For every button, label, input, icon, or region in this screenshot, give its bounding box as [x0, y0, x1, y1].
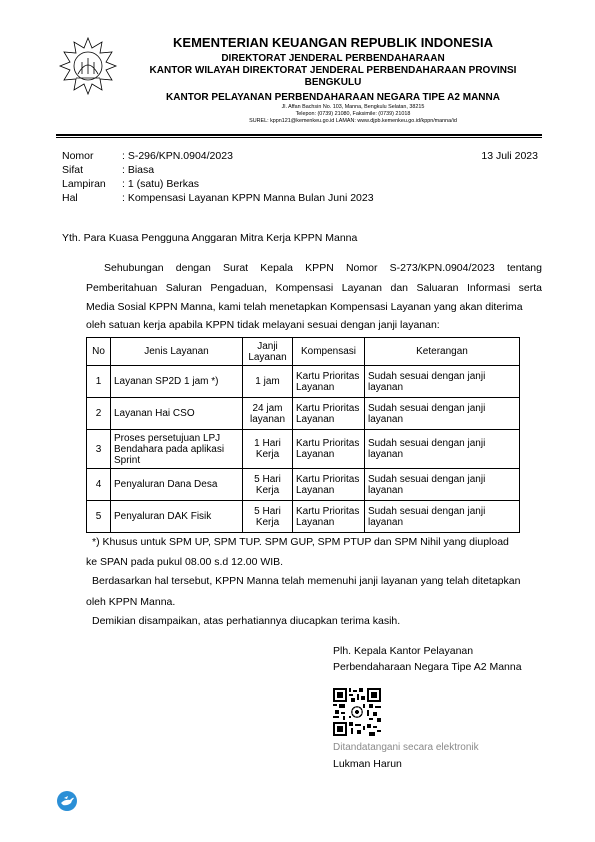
office-email-website: SUREL: kppn121@kemenkeu.go.id LAMAN: www.djpb.kemenkeu.go.id/kppn/manna/id: [249, 118, 457, 124]
ministry-name: KEMENTERIAN KEUANGAN REPUBLIK INDONESIA: [173, 35, 493, 50]
table-row: [87, 398, 520, 430]
cell-no: 1: [87, 366, 111, 398]
cell-jenis: Layanan Hai CSO: [111, 398, 243, 430]
cell-kompensasi: Kartu Prioritas Layanan: [293, 430, 365, 469]
cell-kompensasi: Kartu Prioritas Layanan: [293, 501, 365, 533]
directorate-line: DIREKTORAT JENDERAL PERBENDAHARAAN: [221, 53, 445, 64]
electronic-signature-note: Ditandatangani secara elektronik: [333, 742, 479, 753]
cell-keterangan: Sudah sesuai dengan janji layanan: [365, 366, 520, 398]
nomor-value: : S-296/KPN.0904/2023: [122, 150, 233, 162]
intro-line: Media Sosial KPPN Manna, kami telah menetapkan Kompensasi Layanan yang akan diterima: [86, 301, 523, 313]
intro-line: Sehubungan dengan Surat Kepala KPPN Nomor S-273/KPN.0904/2023 tentang: [104, 262, 542, 274]
table-row: [87, 430, 520, 469]
signatory-title: Perbendaharaan Negara Tipe A2 Manna: [333, 661, 522, 673]
hal-label: Hal: [62, 192, 78, 204]
directorate-lines: [120, 53, 546, 89]
footnote-line: *) Khusus untuk SPM UP, SPM TUP. SPM GUP, SPM PTUP dan SPM Nihil yang diupload: [92, 536, 509, 548]
cell-jenis: Proses persetujuan LPJ Bendahara pada aplikasi Sprint: [111, 430, 243, 469]
cell-kompensasi: Kartu Prioritas Layanan: [293, 398, 365, 430]
sifat-label: Sifat: [62, 164, 84, 176]
lampiran-value: : 1 (satu) Berkas: [122, 178, 200, 190]
col-header-kompensasi: Kompensasi: [293, 338, 365, 366]
signatory-name: Lukman Harun: [333, 758, 402, 770]
footnote-line: ke SPAN pada pukul 08.00 s.d 12.00 WIB.: [86, 556, 284, 568]
cell-jenis: Penyaluran DAK Fisik: [111, 501, 243, 533]
directorate-line: KANTOR WILAYAH DIREKTORAT JENDERAL PERBENDAHARAAN PROVINSI: [149, 65, 517, 76]
table-row: [87, 366, 520, 398]
cell-no: 3: [87, 430, 111, 469]
cell-keterangan: Sudah sesuai dengan janji layanan: [365, 430, 520, 469]
cell-kompensasi: Kartu Prioritas Layanan: [293, 366, 365, 398]
cell-no: 2: [87, 398, 111, 430]
addressee: Yth. Para Kuasa Pengguna Anggaran Mitra Kerja KPPN Manna: [62, 232, 358, 244]
cell-keterangan: Sudah sesuai dengan janji layanan: [365, 501, 520, 533]
cell-janji: 1 Hari Kerja: [243, 430, 293, 469]
cell-keterangan: Sudah sesuai dengan janji layanan: [365, 469, 520, 501]
cell-jenis: Penyaluran Dana Desa: [111, 469, 243, 501]
cell-janji: 24 jam layanan: [243, 398, 293, 430]
col-header-keterangan: Keterangan: [365, 338, 520, 366]
lampiran-label: Lampiran: [62, 178, 106, 190]
intro-line: Pemberitahuan Saluran Pengaduan, Kompensasi Layanan dan Saluaran Informasi serta: [86, 282, 542, 294]
col-header-janji-layanan: Janji Layanan: [243, 338, 293, 366]
conclusion-line: Berdasarkan hal tersebut, KPPN Manna telah memenuhi janji layanan yang telah ditetapkan: [92, 575, 521, 587]
cell-janji: 5 Hari Kerja: [243, 501, 293, 533]
hal-value: : Kompensasi Layanan KPPN Manna Bulan Juni 2023: [122, 192, 374, 204]
letterhead-divider: [56, 134, 542, 136]
nomor-label: Nomor: [62, 150, 94, 162]
table-header-row: [87, 338, 520, 366]
cell-jenis: Layanan SP2D 1 jam *): [111, 366, 243, 398]
cell-no: 4: [87, 469, 111, 501]
ministry-emblem-logo: [56, 34, 120, 98]
office-name: KANTOR PELAYANAN PERBENDAHARAAN NEGARA TIPE A2 MANNA: [166, 92, 500, 103]
service-compensation-table: [86, 337, 520, 533]
col-header-jenis-layanan: Jenis Layanan: [111, 338, 243, 366]
bird-logo-icon: [56, 790, 78, 812]
letterhead-divider-thin: [56, 137, 542, 138]
directorate-line: BENGKULU: [304, 77, 362, 88]
office-phone: Telepon: (0739) 21080, Faksimile: (0739) 21018: [295, 111, 411, 117]
cell-janji: 5 Hari Kerja: [243, 469, 293, 501]
conclusion-line: oleh KPPN Manna.: [86, 596, 176, 608]
qr-code: [333, 688, 381, 736]
table-row: [87, 469, 520, 501]
cell-keterangan: Sudah sesuai dengan janji layanan: [365, 398, 520, 430]
col-header-no: No: [87, 338, 111, 366]
table-row: [87, 501, 520, 533]
office-address: Jl. Affan Bachsin No. 103, Manna, Bengkulu Selatan, 38215: [281, 104, 425, 110]
sifat-value: : Biasa: [122, 164, 155, 176]
letter-date: 13 Juli 2023: [481, 150, 538, 162]
cell-janji: 1 jam: [243, 366, 293, 398]
signatory-title: Plh. Kepala Kantor Pelayanan: [333, 645, 474, 657]
intro-line: oleh satuan kerja apabila KPPN tidak melayani sesuai dengan janji layanan:: [86, 319, 440, 331]
closing-text: Demikian disampaikan, atas perhatiannya diucapkan terima kasih.: [92, 615, 401, 627]
cell-kompensasi: Kartu Prioritas Layanan: [293, 469, 365, 501]
cell-no: 5: [87, 501, 111, 533]
